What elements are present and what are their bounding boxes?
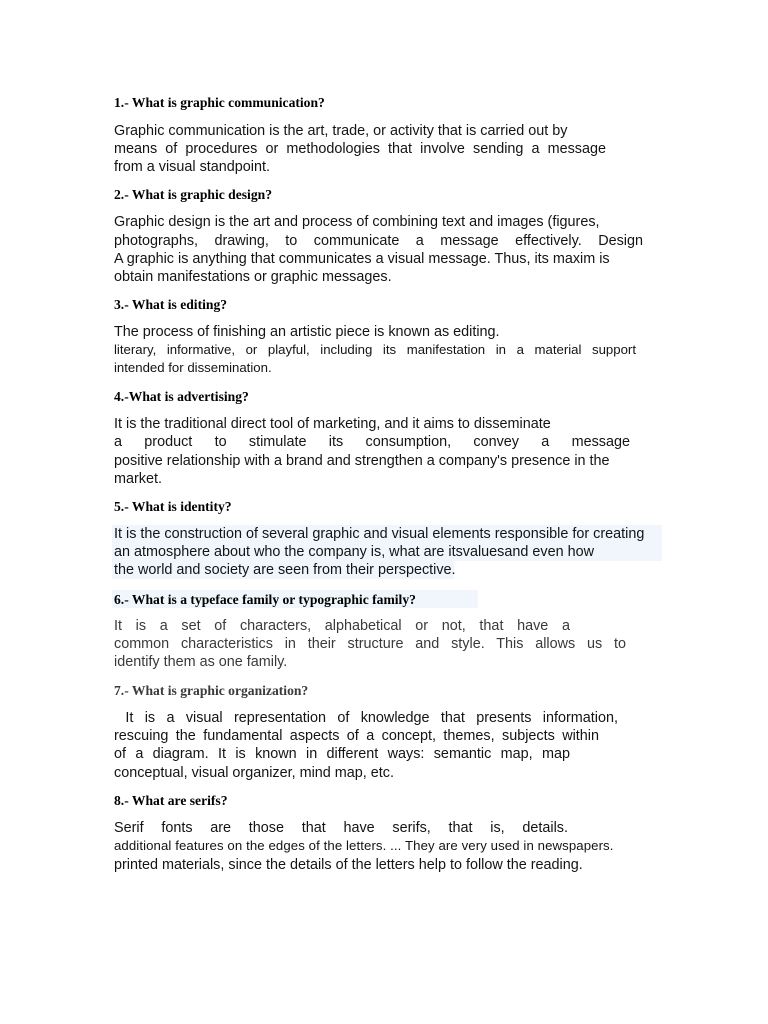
answer-line: literary, informative, or playful, including its manifestation in a material support xyxy=(114,342,636,357)
answer-line: an atmosphere about who the company is, what are itsvaluesand even how xyxy=(114,544,594,560)
answer-line: of a diagram. It is known in different ways: semantic map, map xyxy=(114,746,570,762)
answer-line: printed materials, since the details of the letters help to follow the reading. xyxy=(114,857,583,873)
question-heading: 7.- What is graphic organization? xyxy=(114,683,309,698)
question-heading: 5.- What is identity? xyxy=(114,499,232,514)
answer-line: It is the traditional direct tool of marketing, and it aims to disseminate xyxy=(114,416,551,432)
answer-line: Graphic design is the art and process of combining text and images (figures, xyxy=(114,214,600,230)
answer-line: conceptual, visual organizer, mind map, etc. xyxy=(114,765,394,781)
question-heading: 6.- What is a typeface family or typographic family? xyxy=(114,592,416,607)
answer-line: The process of finishing an artistic piece is known as editing. xyxy=(114,324,500,340)
answer-line: A graphic is anything that communicates a visual message. Thus, its maxim is xyxy=(114,251,610,267)
answer-line: photographs, drawing, to communicate a message effectively. Design xyxy=(114,233,643,249)
question-heading: 1.- What is graphic communication? xyxy=(114,95,325,110)
answer-line: common characteristics in their structure and style. This allows us to xyxy=(114,636,626,652)
answer-line: It is a set of characters, alphabetical or not, that have a xyxy=(114,618,570,634)
answer-line: means of procedures or methodologies that involve sending a message xyxy=(114,141,606,157)
answer-line: identify them as one family. xyxy=(114,654,288,670)
answer-line: rescuing the fundamental aspects of a concept, themes, subjects within xyxy=(114,728,599,744)
answer-line: Serif fonts are those that have serifs, that is, details. xyxy=(114,820,568,836)
answer-line: Graphic communication is the art, trade, or activity that is carried out by xyxy=(114,123,568,139)
answer-line: It is the construction of several graphic and visual elements responsible for creating xyxy=(114,526,645,542)
answer-line: from a visual standpoint. xyxy=(114,159,270,175)
answer-line: additional features on the edges of the letters. ... They are very used in newspapers. xyxy=(114,838,614,853)
answer-line: market. xyxy=(114,471,162,487)
question-heading: 4.-What is advertising? xyxy=(114,389,249,404)
question-heading: 3.- What is editing? xyxy=(114,297,228,312)
answer-line: positive relationship with a brand and strengthen a company's presence in the xyxy=(114,453,610,469)
answer-line: It is a visual representation of knowledge that presents information, xyxy=(114,710,618,726)
question-heading: 2.- What is graphic design? xyxy=(114,187,272,202)
answer-line: obtain manifestations or graphic messages. xyxy=(114,269,392,285)
answer-line: a product to stimulate its consumption, convey a message xyxy=(114,434,630,450)
question-heading: 8.- What are serifs? xyxy=(114,793,228,808)
answer-line: the world and society are seen from their perspective. xyxy=(114,562,456,578)
answer-line: intended for dissemination. xyxy=(114,360,272,375)
